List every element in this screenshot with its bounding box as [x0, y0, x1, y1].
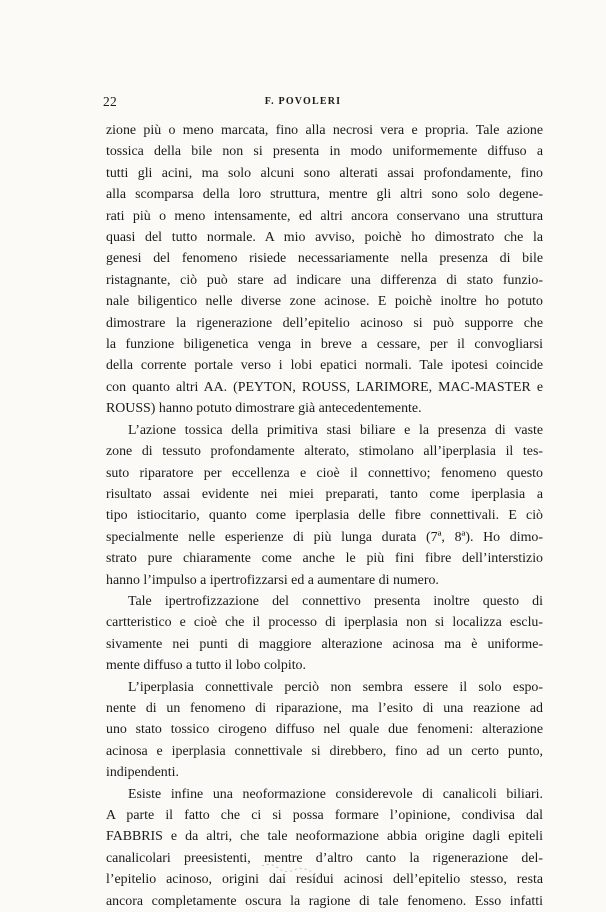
text-line: quasi del tutto normale. A mio avviso, poichè ho dimostrato che la	[106, 230, 543, 246]
text-line: tutti gli acini, ma solo alcuni sono alterati assai profondamente, fino	[106, 165, 543, 181]
text-line: nale biligentico nelle diverse zone acinose. E poichè inoltre ho potuto	[106, 294, 543, 310]
text-line: indipendenti.	[106, 765, 179, 781]
text-line: ROUSS) hanno potuto dimostrare già antecedentemente.	[106, 401, 422, 417]
text-line: genesi del fenomeno risiede necessariamente nella presenza di bile	[106, 251, 543, 267]
text-line: A parte il fatto che ci si possa formare l’opinione, condivisa dal	[106, 808, 543, 823]
text-line: specialmente nelle esperienze di più lunga durata (7ª, 8ª). Ho dimo-	[106, 529, 543, 545]
text-line: mente diffuso a tutto il lobo colpito.	[106, 658, 306, 674]
text-line: uno stato tossico cirogeno diffuso nel quale due fenomeni: alterazione	[106, 722, 543, 738]
text-line: ristagnante, ciò può stare ad indicare una differenza di stato funzio-	[106, 272, 543, 288]
text-line: strato pure chiaramente come anche le più fini fibre dell’interstizio	[106, 551, 543, 567]
text-line: risultato assai evidente nei miei preparati, tanto come iperplasia a	[106, 486, 543, 502]
text-line: Tale ipertrofizzazione del connettivo presenta inoltre questo di	[128, 593, 543, 609]
running-header: F. POVOLERI	[264, 96, 342, 107]
text-line: L’azione tossica della primitiva stasi biliare e la presenza di vaste	[128, 422, 543, 438]
text-line: tipo istiocitario, quanto come iperplasia delle fibre connettivali. E ciò	[106, 508, 543, 524]
text-line: della corrente portale verso i lobi epatici normali. Tale ipotesi coincide	[106, 358, 543, 374]
text-line: tossica della bile non si presenta in modo uniformemente diffuso a	[106, 144, 543, 160]
text-line: dimostrare la rigenerazione dell’epitelio acinoso si può supporre che	[106, 315, 543, 331]
text-line: hanno l’impulso a ipertrofizzarsi ed a aumentare di numero.	[106, 572, 439, 588]
text-line: sivamente nei punti di maggiore alterazione acinosa ma è uniforme-	[106, 636, 543, 652]
text-line: la funzione biligenetica venga in breve a cessare, per il convogliarsi	[106, 337, 543, 353]
text-line: l’epitelio acinoso, origini dai residui acinosi dell’epitelio stesso, resta	[106, 872, 543, 888]
text-line: alla scomparsa della loro struttura, mentre gli altri sono solo degene-	[106, 187, 543, 203]
ink-smudge	[258, 852, 328, 880]
page-number: 22	[103, 94, 117, 109]
text-line: L’iperplasia connettivale perciò non sembra essere il solo espo-	[128, 679, 543, 695]
text-line: cartteristico e cioè che il processo di iperplasia non si localizza esclu-	[106, 615, 543, 631]
text-line: suto riparatore per eccellenza e cioè il connettivo; fenomeno questo	[106, 465, 543, 481]
text-line: canalicolari preesistenti, mentre d’altro canto la rigenerazione del-	[106, 850, 543, 866]
text-line: nente di un fenomeno di riparazione, ma l’esito di una reazione ad	[106, 700, 543, 716]
text-line: acinosa e iperplasia connettivale si direbbero, fino ad un certo punto,	[106, 743, 543, 759]
text-line: ancora completamente oscura la ragione di tale fenomeno. Esso infatti	[106, 893, 543, 909]
text-line: zione più o meno marcata, fino alla necrosi vera e propria. Tale azione	[106, 123, 543, 138]
text-line: Esiste infine una neoformazione considerevole di canalicoli biliari.	[128, 786, 543, 802]
text-line: rati più o meno intensamente, ed altri ancora conservano una struttura	[106, 208, 543, 224]
text-line: zone di tessuto profondamente alterato, stimolano all’iperplasia il tes-	[106, 444, 543, 460]
text-line: FABBRIS e da altri, che tale neoformazione abbia origine dagli epiteli	[106, 829, 543, 845]
text-line: con quanto altri AA. (PEYTON, ROUSS, LARIMORE, MAC-MASTER e	[106, 379, 543, 395]
body-text	[106, 120, 543, 912]
